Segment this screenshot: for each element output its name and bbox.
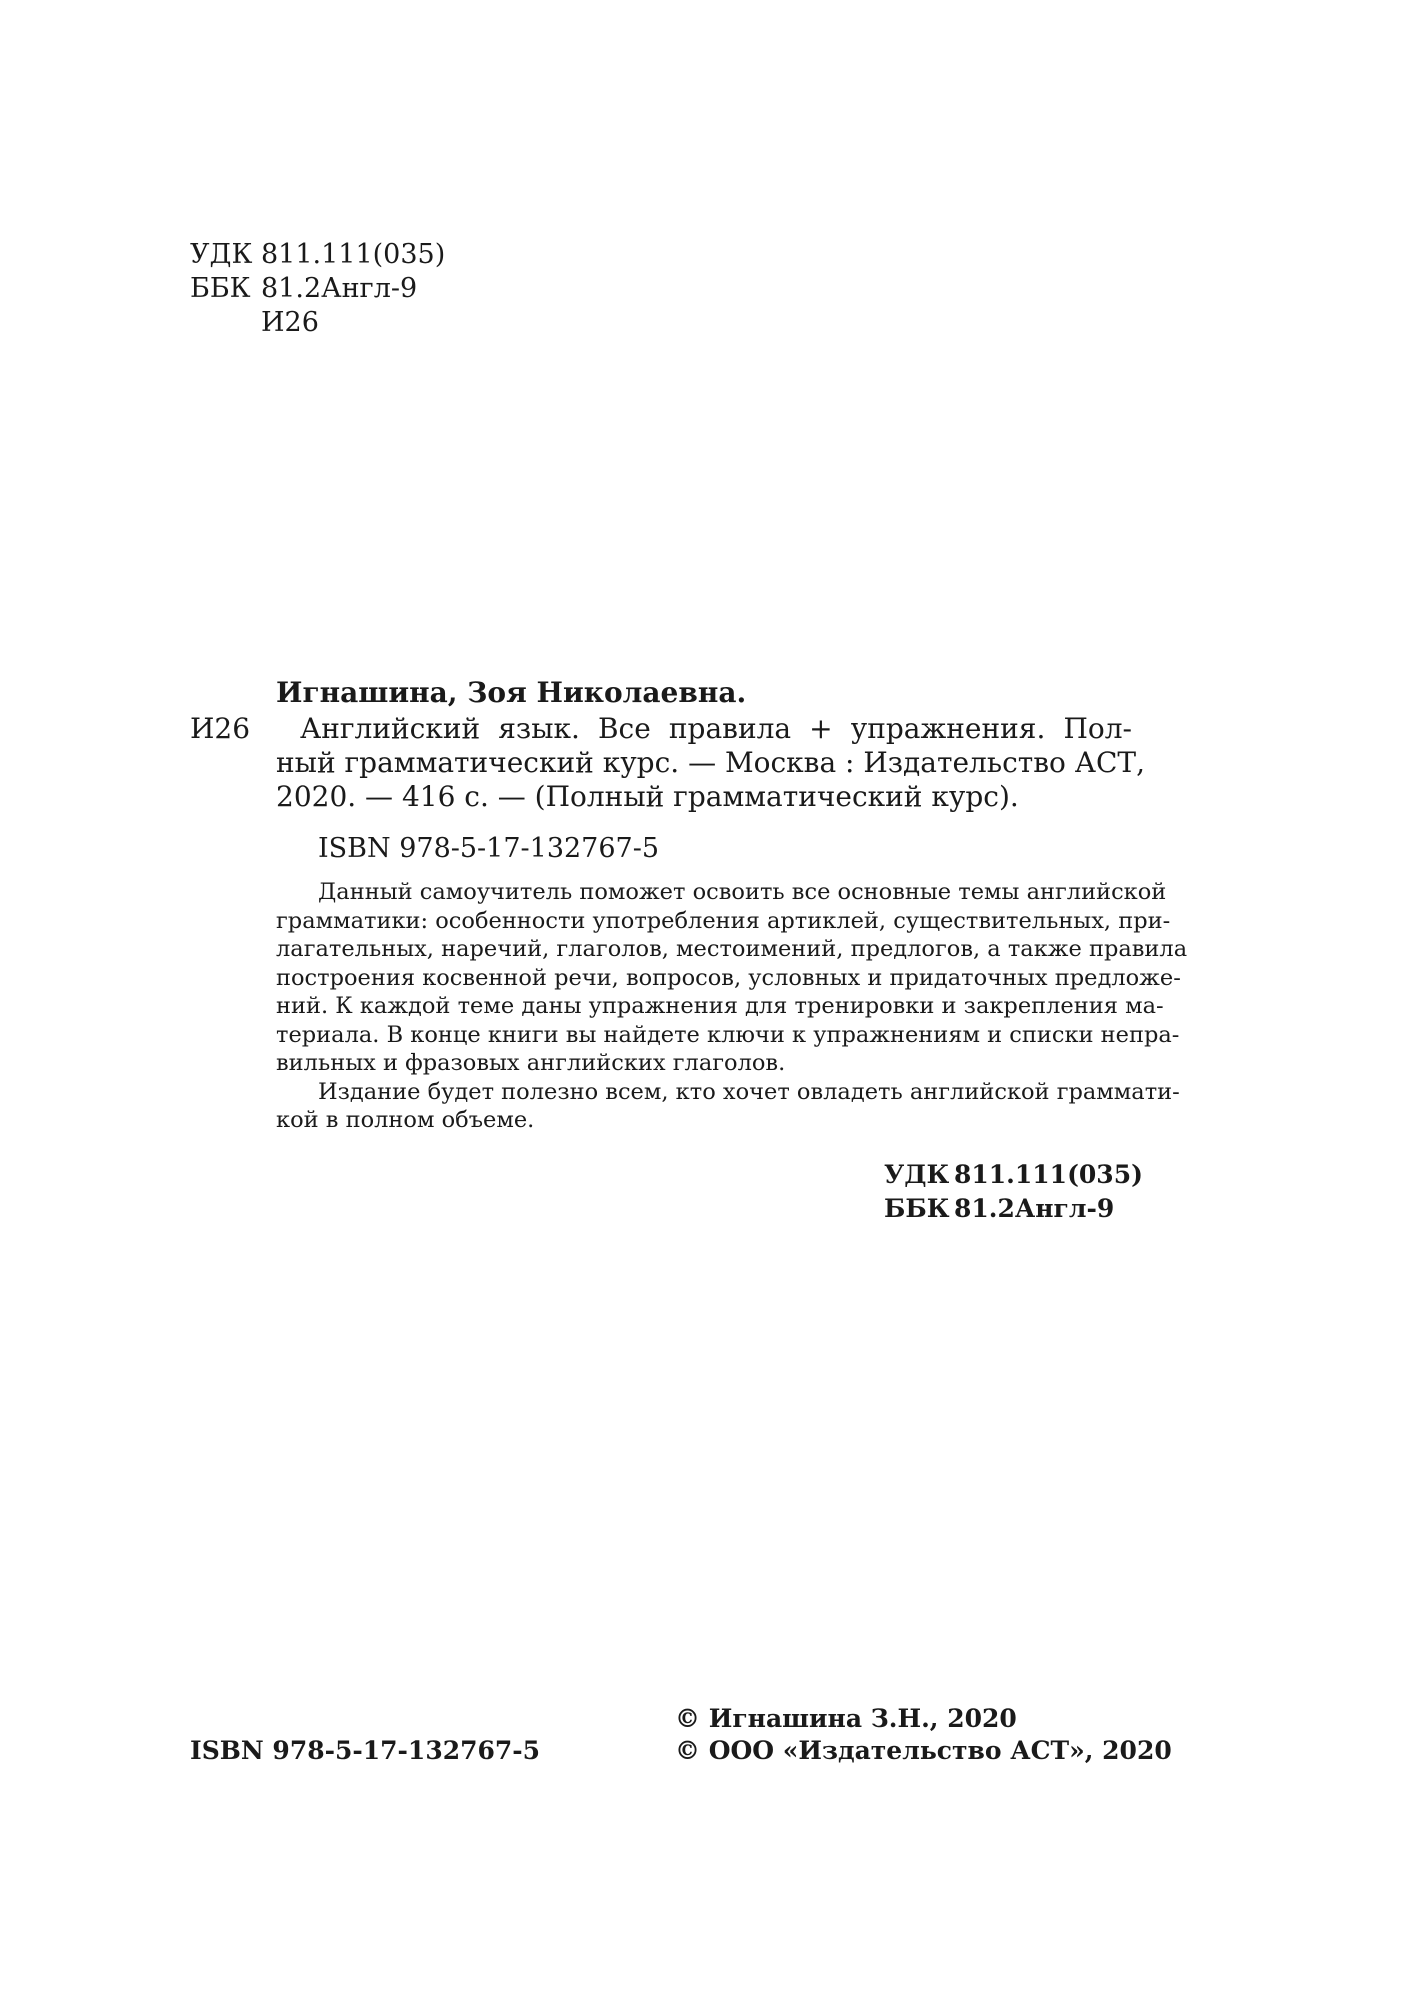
copyright-publisher: © ООО «Издательство АСТ», 2020 xyxy=(675,1736,1172,1765)
bibliographic-description xyxy=(276,712,1145,814)
annotation-line: кой в полном объеме. xyxy=(276,1107,535,1133)
annotation-line: ний. К каждой теме даны упражнения для тренировки и закрепления ма- xyxy=(276,993,1164,1019)
annotation-line: вильных и фразовых английских глаголов. xyxy=(276,1050,786,1076)
bibliographic-line: 2020. — 416 с. — (Полный грамматический курс). xyxy=(276,780,1019,813)
bibliographic-line: ный грамматический курс. — Москва : Издательство АСТ, xyxy=(276,746,1145,779)
bbk-value: 81.2Англ-9 xyxy=(261,273,418,304)
bibliographic-line: Английский язык. Все правила + упражнения. Пол- xyxy=(300,712,1132,745)
footer-isbn: ISBN 978-5-17-132767-5 xyxy=(190,1736,541,1765)
udk-label: УДК xyxy=(884,1160,950,1189)
copyright-author: © Игнашина З.Н., 2020 xyxy=(675,1704,1017,1733)
annotation xyxy=(276,878,1188,1135)
author-name: Игнашина, Зоя Николаевна. xyxy=(276,676,747,709)
entry-isbn: ISBN 978-5-17-132767-5 xyxy=(318,833,660,864)
bbk-label: ББК xyxy=(190,273,251,304)
bbk-row xyxy=(884,1192,1143,1226)
udk-value: 811.111(035) xyxy=(261,239,446,270)
classification-top xyxy=(190,238,445,340)
annotation-line: териала. В конце книги вы найдете ключи к упражнениям и списки непра- xyxy=(276,1021,1180,1048)
bbk-label: ББК xyxy=(884,1194,950,1223)
copyright-block xyxy=(675,1703,1172,1767)
classification-bottom xyxy=(884,1158,1143,1226)
udk-row xyxy=(884,1158,1143,1192)
bbk-row xyxy=(190,272,445,306)
author-mark: И26 xyxy=(190,712,251,745)
udk-row xyxy=(190,238,445,272)
annotation-line: Издание будет полезно всем, кто хочет овладеть английской граммати- xyxy=(318,1078,1180,1105)
annotation-line: лагательных, наречий, глаголов, местоимений, предлогов, а также правила xyxy=(276,936,1188,962)
annotation-line: построения косвенной речи, вопросов, условных и придаточных предложе- xyxy=(276,964,1181,991)
author-mark-top: И26 xyxy=(261,307,319,338)
bbk-value: 81.2Англ-9 xyxy=(954,1194,1115,1223)
udk-value: 811.111(035) xyxy=(954,1160,1143,1189)
annotation-line: грамматики: особенности употребления артиклей, существительных, при- xyxy=(276,907,1171,934)
udk-label: УДК xyxy=(190,239,253,270)
annotation-line: Данный самоучитель поможет освоить все основные темы английской xyxy=(318,879,1167,905)
